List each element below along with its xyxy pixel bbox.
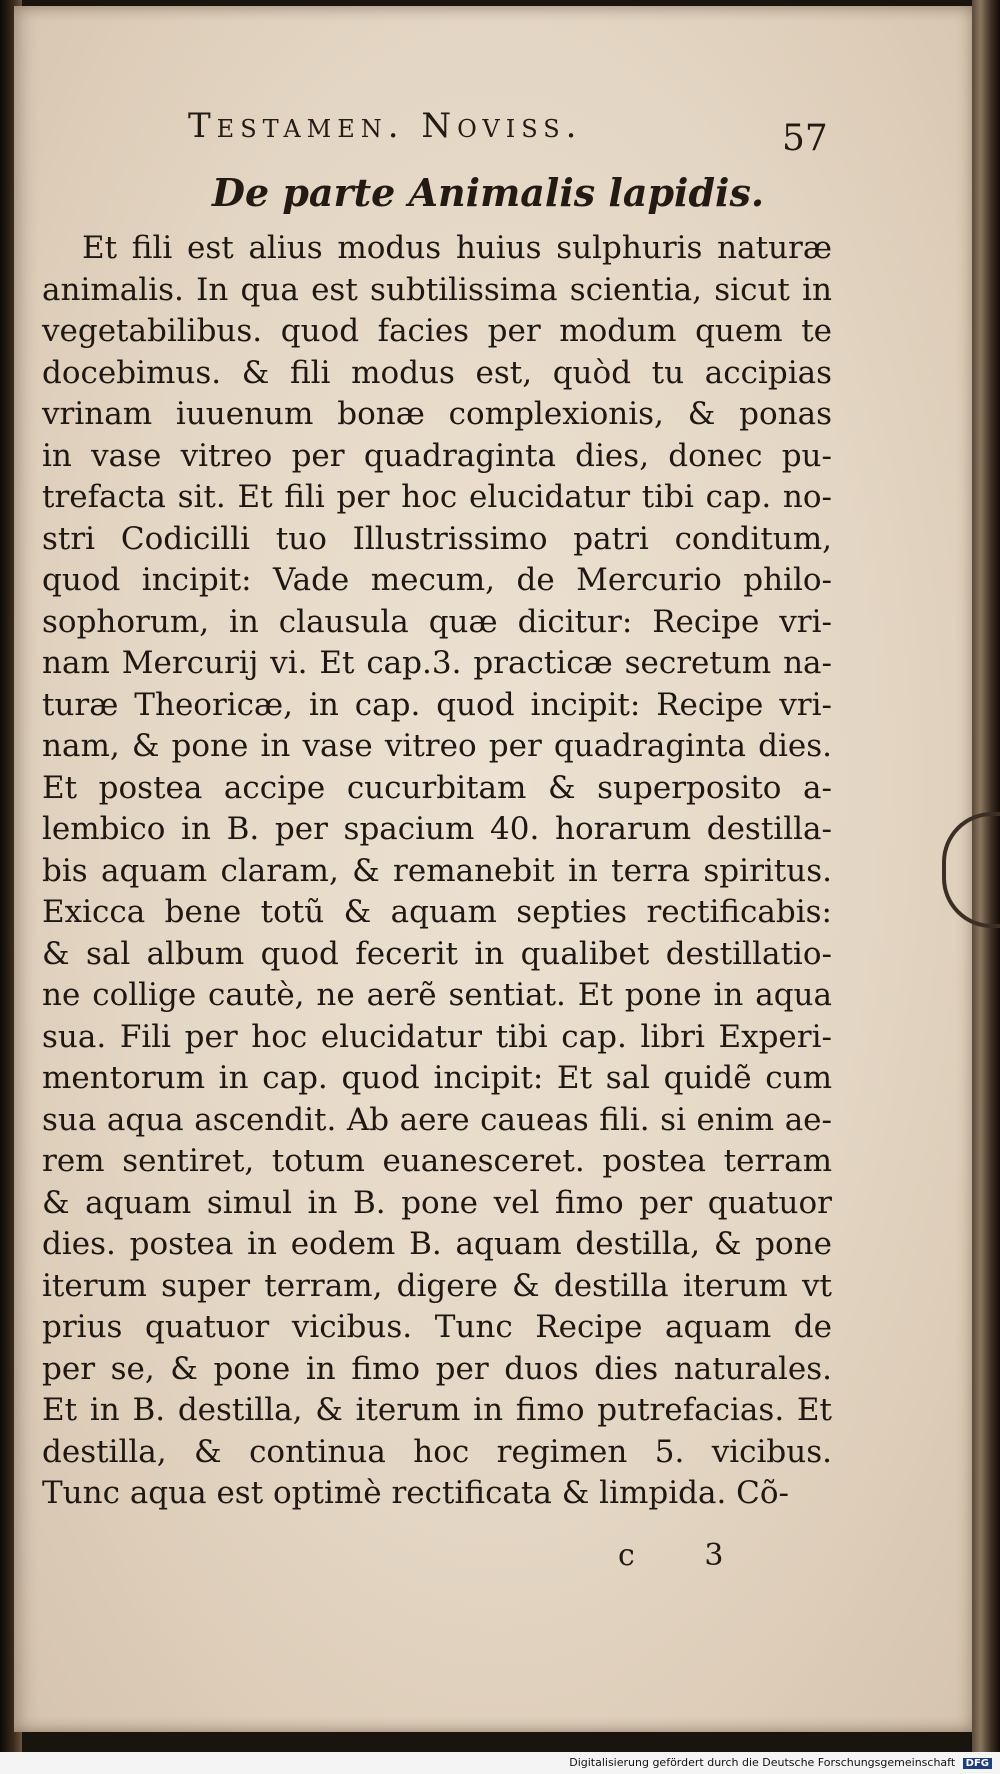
footer-credit <box>569 1756 992 1769</box>
text-line: & aquam simul in B. pone vel fimo per quatuor <box>42 1184 832 1221</box>
running-head: Testamen. Noviss. <box>188 106 583 146</box>
body-text <box>42 228 832 1515</box>
text-line: sophorum, in clausula quæ dicitur: Recipe vri- <box>42 603 832 640</box>
text-line: vegetabilibus. quod facies per modum quem te <box>42 313 832 349</box>
text-line: ne collige cautè, ne aerẽ sentiat. Et pone in aqua <box>42 977 832 1013</box>
text-line: & sal album quod fecerit in qualibet destillatio- <box>42 935 832 972</box>
text-line: trefacta sit. Et fili per hoc elucidatur tibi cap. no- <box>42 479 832 515</box>
footer-credit-text: Digitalisierung gefördert durch die Deutsche Forschungsgemeinschaft <box>569 1756 956 1769</box>
text-line: animalis. In qua est subtilissima scientia, sicut in <box>42 271 832 308</box>
text-line: iterum super terram, digere & destilla iterum vt <box>42 1267 832 1304</box>
text-line: docebimus. & fili modus est, quòd tu accipias <box>42 354 832 391</box>
text-line: mentorum in cap. quod incipit: Et sal quidẽ cum <box>42 1060 832 1096</box>
text-line: dies. postea in eodem B. aquam destilla, & pone <box>42 1226 832 1262</box>
book-page <box>14 6 976 1732</box>
signature-mark: c 3 <box>618 1538 754 1573</box>
text-line: Et in B. destilla, & iterum in fimo putrefacias. Et <box>42 1392 832 1428</box>
text-line: destilla, & continua hoc regimen 5. vicibus. <box>42 1433 832 1470</box>
text-line: sua. Fili per hoc elucidatur tibi cap. libri Experi- <box>42 1018 832 1055</box>
section-title: De parte Animalis lapidis. <box>212 170 765 215</box>
page-number: 57 <box>782 118 828 159</box>
text-line: stri Codicilli tuo Illustrissimo patri conditum, <box>42 520 832 557</box>
text-line: sua aqua ascendit. Ab aere caueas fili. si enim ae- <box>42 1101 832 1138</box>
text-line: nam Mercurij vi. Et cap.3. practicæ secretum na- <box>42 645 832 681</box>
text-line: prius quatuor vicibus. Tunc Recipe aquam de <box>42 1309 832 1345</box>
text-line: Exicca bene totũ & aquam septies rectificabis: <box>42 894 832 930</box>
text-line: nam, & pone in vase vitreo per quadraginta dies. <box>42 728 832 764</box>
text-line: in vase vitreo per quadraginta dies, donec pu- <box>42 437 832 474</box>
text-line: per se, & pone in fimo per duos dies naturales. <box>42 1350 832 1387</box>
text-line: bis aquam claram, & remanebit in terra spiritus. <box>42 852 832 889</box>
text-line: rem sentiret, totum euanesceret. postea terram <box>42 1143 832 1179</box>
text-line: Tunc aqua est optimè rectificata & limpida. Cõ- <box>42 1475 790 1511</box>
text-line: lembico in B. per spacium 40. horarum destilla- <box>42 811 832 847</box>
dfg-logo: DFG <box>963 1758 992 1769</box>
text-line: quod incipit: Vade mecum, de Mercurio philo- <box>42 562 832 598</box>
text-line: Et fili est alius modus huius sulphuris naturæ <box>82 230 832 266</box>
text-line: Et postea accipe cucurbitam & superposito a- <box>42 769 832 806</box>
text-line: turæ Theoricæ, in cap. quod incipit: Recipe vri- <box>42 686 832 723</box>
text-line: vrinam iuuenum bonæ complexionis, & ponas <box>42 396 832 432</box>
